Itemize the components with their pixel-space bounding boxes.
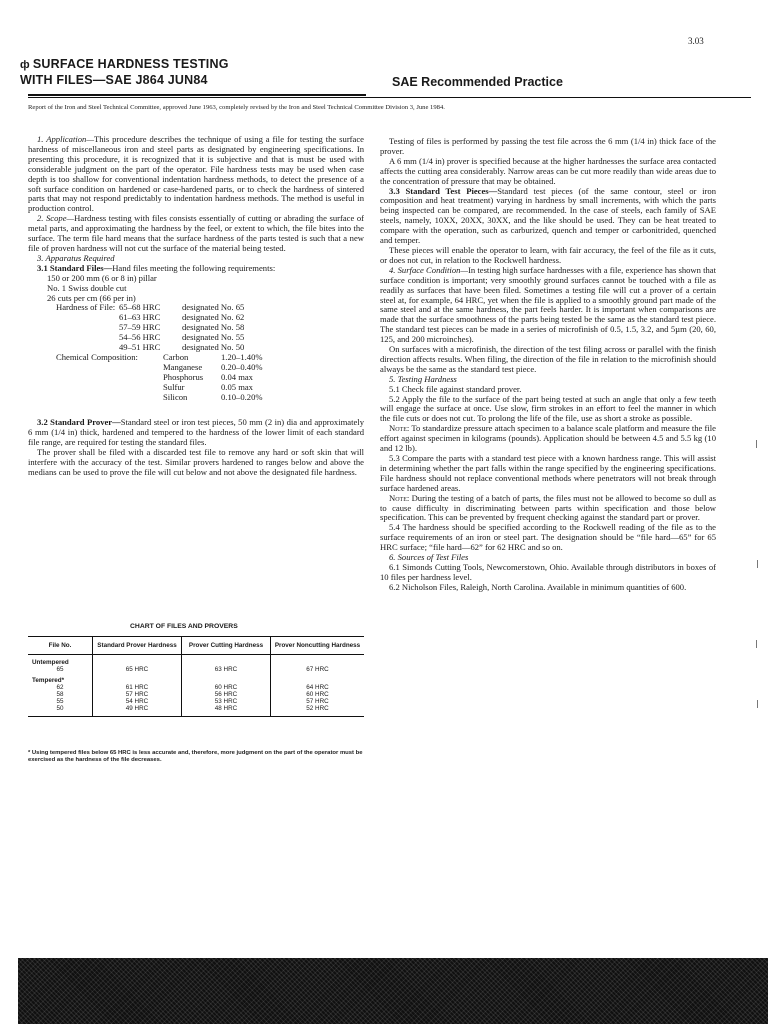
chem-row: Sulfur 0.05 max bbox=[163, 381, 253, 392]
chem-row: Chemical Composition: Carbon 1.20–1.40% bbox=[56, 351, 263, 362]
file-hardness-table bbox=[56, 303, 244, 353]
section-3-heading: 3. Apparatus Required bbox=[37, 252, 115, 263]
section-5-1: 5.1 Check file against standard prover. bbox=[389, 383, 522, 394]
right-column bbox=[380, 137, 716, 593]
recommended-practice-label: SAE Recommended Practice bbox=[392, 75, 563, 89]
section-3-3-paragraph-2: These pieces will enable the operator to learn, with fair accuracy, the feel of the file as it cuts, or does not cut, in relation to the Rockwell hardness. bbox=[380, 244, 716, 265]
section-6-1: 6.1 Simonds Cutting Tools, Newcomerstown, Ohio. Available through distributors in boxes of 10 files per hardness level. bbox=[380, 561, 716, 582]
margin-mark bbox=[757, 700, 758, 708]
chart-row: 50 49 HRC 48 HRC 52 HRC bbox=[28, 705, 364, 717]
note-1-label: Note: bbox=[389, 423, 410, 434]
title-line-2: WITH FILES—SAE J864 JUN84 bbox=[20, 73, 208, 87]
file-spec-lines bbox=[28, 274, 364, 304]
margin-mark bbox=[756, 640, 757, 648]
tempered-label: Tempered* bbox=[32, 677, 65, 684]
section-6-heading: 6. Sources of Test Files bbox=[389, 552, 469, 563]
hardness-row: 54–56 HRC designated No. 55 bbox=[119, 332, 245, 343]
hardness-row: 49–51 HRC designated No. 50 bbox=[119, 342, 245, 353]
chart-header-prover-cutting: Prover Cutting Hardness bbox=[182, 637, 271, 655]
note-2-label: Note: bbox=[389, 492, 410, 503]
chart-row: 55 54 HRC 53 HRC 57 HRC bbox=[28, 698, 364, 705]
chart-row: 65 65 HRC 63 HRC 67 HRC bbox=[28, 666, 364, 673]
section-5-4: 5.4 The hardness should be specified according to the Rockwell reading of the file as to the surface requirements of an iron or steel part. The designation should be “file hard—65” for 65 HRC surface; “file hard—62” for 62 HRC and so on. bbox=[380, 522, 716, 553]
chem-row: Manganese 0.20–0.40% bbox=[163, 361, 263, 372]
chem-row: Phosphorus 0.04 max bbox=[163, 371, 253, 382]
intro-paragraph: Testing of files is performed by passing the test file across the 6 mm (1/4 in) thick face of the prover. bbox=[380, 136, 716, 156]
chemical-composition-table bbox=[56, 353, 263, 403]
section-6-2: 6.2 Nicholson Files, Raleigh, North Carolina. Available in minimum quantities of 600. bbox=[389, 581, 687, 592]
section-3-2-paragraph-2: The prover shall be filed with a discarded test file to remove any hard or soft skin that will interfere with the accuracy of the test. Similar provers hardened to ranges below and above the medians can be used to prove the file will cut below and not above the designated file hardness. bbox=[28, 447, 364, 477]
section-4-paragraph-2: On surfaces with a microfinish, the direction of the test filing across or parallel with the finish direction affects results. When filing, the direction of the file in relation to the microfinish should always be the same as the standard test piece. bbox=[380, 344, 716, 374]
section-1-paragraph: 1. Application—This procedure describes the technique of using a file for testing the surface hardness of miscellaneous iron and steel parts as designated by engineering specifications. In presenting this procedure, it is recognized that it is subjective and that is must be used with considerable judgment on the part of the operator. File hardness tests may be used when case depth is too shallow for conventional indentation hardness methods, to detect the presence of a soft surface condition on hardened or case-hardened parts, or to check the hardness of sintered parts that may not respond predictably to indentation hardness methods. The method is useful in production control. bbox=[28, 134, 364, 214]
report-note: Report of the Iron and Steel Technical Committee, approved June 1963, completely revised by the Iron and Steel Technical Committee Division 3, June 1984. bbox=[28, 104, 445, 111]
file-spec-line: No. 1 Swiss double cut bbox=[47, 282, 127, 293]
margin-mark bbox=[756, 440, 757, 448]
chart-title: CHART OF FILES AND PROVERS bbox=[130, 623, 238, 630]
section-2-heading: 2. Scope— bbox=[37, 213, 75, 224]
chem-label: Chemical Composition: bbox=[56, 351, 138, 362]
untempered-label: Untempered bbox=[32, 659, 69, 666]
section-3-3-paragraph: 3.3 Standard Test Pieces—Standard test pieces (of the same contour, steel or iron composition and heat treatment) varying in hardness by small increments, with which the parts being inspected can be compared, are recommended. In the case of steels, each family of SAE steels, namely, 10XX, 20XX, 30XX, and the like should be used. They can be heat treated to compare with the operation, such as carburized, quench and temper or carbonitrided, quenched and temper. bbox=[380, 185, 716, 246]
chem-row: Silicon 0.10–0.20% bbox=[163, 391, 263, 402]
chart-footnote: * Using tempered files below 65 HRC is less accurate and, therefore, more judgment on the part of the operator must be exercised as the hardness of the file decreases. bbox=[28, 750, 363, 764]
margin-mark bbox=[757, 560, 758, 568]
section-3-1-paragraph: 3.1 Standard Files—Hand files meeting the following requirements: bbox=[37, 262, 276, 273]
hardness-row: Hardness of File: 65–68 HRC designated No. 65 bbox=[56, 302, 245, 313]
section-3-1-heading: 3.1 Standard Files— bbox=[37, 262, 113, 273]
title-rule-thin bbox=[28, 97, 751, 98]
section-5-2: 5.2 Apply the file to the surface of the part being tested at such an angle that only a few teeth will engage the surface at once. Use slow, firm strokes in an effort to feel the manner in which the file cuts or does not cut. To prolong the life of the file, use as short a stroke as possible. bbox=[380, 393, 716, 424]
hardness-row: 61–63 HRC designated No. 62 bbox=[119, 312, 245, 323]
files-provers-chart bbox=[28, 636, 364, 717]
chart-group-row bbox=[28, 673, 364, 684]
left-column bbox=[28, 135, 364, 478]
section-2-paragraph: 2. Scope—Hardness testing with files consists essentially of cutting or abrading the surface of metal parts, and approximating the hardness by the feel, or extent to which, the file bites into the surface. The term file hard means that the surface hardness of the parts tested is such that a new file of proven hardness will not cut the surface of the material being tested. bbox=[28, 213, 364, 253]
chart-header-prover-noncutting: Prover Noncutting Hardness bbox=[271, 637, 365, 655]
section-1-heading: 1. Application— bbox=[37, 134, 94, 144]
note-1: Note: To standardize pressure attach specimen to a balance scale platform and measure the file effort against specimen in kilograms (pounds). Application should be between 4.5 and 5.5 kg (10 and 12 lb). bbox=[380, 423, 716, 454]
scan-dark-band bbox=[18, 958, 768, 1024]
file-spec-line: 150 or 200 mm (6 or 8 in) pillar bbox=[47, 272, 157, 283]
page-number: 3.03 bbox=[688, 36, 704, 46]
chart-row: 58 57 HRC 56 HRC 60 HRC bbox=[28, 691, 364, 698]
file-spec-line: 26 cuts per cm (66 per in) bbox=[47, 292, 136, 303]
document-title bbox=[20, 57, 229, 88]
section-3-3-heading: 3.3 Standard Test Pieces— bbox=[389, 185, 498, 196]
title-rule-thick bbox=[28, 94, 366, 96]
title-line-1: ф SURFACE HARDNESS TESTING bbox=[20, 57, 229, 71]
note-2: Note: During the testing of a batch of parts, the files must not be allowed to become so dull as to cause difficulty in discriminating between parts within specification and those below specification. This can be prevented by frequent checking against the standard part or prover. bbox=[380, 492, 716, 523]
intro-paragraph-2: A 6 mm (1/4 in) prover is specified because at the higher hardnesses the surface area contacted affects the cutting area considerably. Narrow areas can be cut more readily than wide areas due to the concentration of pressure that may be obtained. bbox=[380, 155, 716, 186]
hardness-row: 57–59 HRC designated No. 58 bbox=[119, 322, 245, 333]
section-3-2-paragraph: 3.2 Standard Prover—Standard steel or iron test pieces, 50 mm (2 in) dia and approximately 6 mm (1/4 in) thick, hardened and tempered to the hardness of the lower limit of each standard file range, are required for testing the standard files. bbox=[28, 417, 364, 448]
section-3-2-heading: 3.2 Standard Prover— bbox=[37, 417, 121, 428]
section-5-3: 5.3 Compare the parts with a standard test piece with a known hardness range. This will assist in determining whether the part falls within the range specified by the engineering specifications. File hardness should not replace conventional methods where penetrators will not break through surface hardened areas. bbox=[380, 453, 716, 493]
section-5-heading: 5. Testing Hardness bbox=[389, 373, 457, 384]
chart-header-file-no: File No. bbox=[28, 637, 93, 655]
chart-row: 62 61 HRC 60 HRC 64 HRC bbox=[28, 684, 364, 691]
hardness-label: Hardness of File: bbox=[56, 302, 116, 313]
chart-header-row bbox=[28, 637, 364, 655]
chart-header-standard-prover: Standard Prover Hardness bbox=[93, 637, 182, 655]
section-4-paragraph: 4. Surface Condition—In testing high surface hardnesses with a file, experience has shown that surface condition is important; very smoothly ground surfaces cannot be touched with a file as readily as surfaces that have been filed. Sometimes a testing file will cut a prover of a certain steel at, for example, 64 HRC, yet when the file is applied to a smoothly ground part made of the same steel and at the same hardness, the part feels harder. It is important when comparisons are made that the surface smoothness of the parts being tested be the same as the standard test piece. The standard test pieces can be made in a series of microfinish of 0.5, 1.5, 3.2, and 5µm (20, 60, 125, and 200 microinches). bbox=[380, 264, 716, 345]
section-4-heading: 4. Surface Condition— bbox=[389, 264, 469, 275]
chart-group-row bbox=[28, 655, 364, 667]
title-symbol: ф bbox=[20, 59, 30, 71]
